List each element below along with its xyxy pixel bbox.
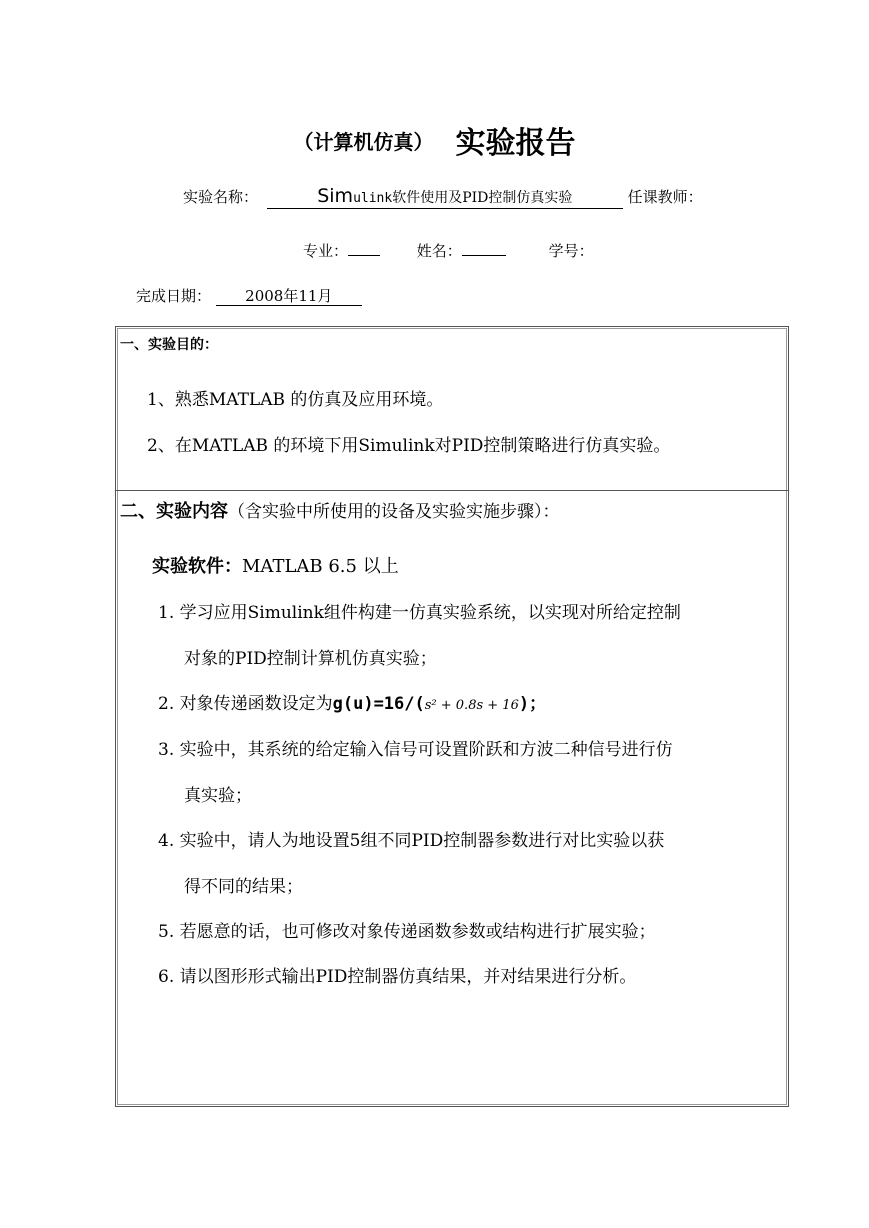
step-item-continued: 得不同的结果；	[184, 877, 303, 897]
step-item: 6. 请以图形形式输出PID控制器仿真结果，并对结果进行分析。	[158, 967, 637, 987]
section2-heading-note: （含实验中所使用的设备及实验实施步骤）：	[228, 502, 560, 522]
date-label: 完成日期：	[136, 287, 212, 305]
step-item: 3. 实验中，其系统的给定输入信号可设置阶跃和方波二种信号进行仿	[158, 740, 673, 760]
software-line	[152, 552, 399, 578]
major-blank	[348, 255, 380, 256]
objective-item: 1、熟悉MATLAB 的仿真及应用环境。	[147, 390, 444, 410]
transfer-function-poly: s² + 0.8s + 16	[424, 698, 519, 713]
date-row	[136, 285, 362, 306]
major-label: 专业：	[303, 242, 349, 260]
experiment-name-row	[183, 186, 703, 209]
student-name-label: 姓名：	[416, 242, 462, 260]
student-info-row	[303, 240, 594, 261]
student-name-blank	[462, 255, 506, 256]
transfer-function-tail: )；	[518, 694, 547, 714]
course-name: （计算机仿真）	[293, 129, 434, 154]
report-title	[0, 118, 869, 162]
section2-heading: 二、实验内容（含实验中所使用的设备及实验实施步骤）：	[120, 501, 560, 522]
transfer-function-head: g(u)=16/(	[332, 694, 425, 714]
software-label: 实验软件：	[152, 556, 242, 577]
step-item: 4. 实验中，请人为地设置5组不同PID控制器参数进行对比实验以获	[158, 831, 665, 851]
section-divider	[115, 490, 789, 491]
software-value: MATLAB 6.5 以上	[242, 556, 399, 577]
section1-heading: 一、实验目的：	[120, 337, 218, 353]
step-item-continued: 对象的PID控制计算机仿真实验；	[184, 649, 437, 669]
teacher-label: 任课教师：	[627, 188, 703, 206]
step-item-continued: 真实验；	[184, 786, 252, 806]
step-item: 1. 学习应用Simulink组件构建一仿真实验系统，以实现对所给定控制	[158, 603, 681, 623]
experiment-name-label: 实验名称：	[183, 188, 259, 206]
student-id-label: 学号：	[548, 242, 594, 260]
report-title-text: 实验报告	[455, 126, 576, 161]
step-item: 2. 对象传递函数设定为g(u)=16/(s² + 0.8s + 16)；	[158, 694, 547, 714]
objective-item: 2、在MATLAB 的环境下用Simulink对PID控制策略进行仿真实验。	[147, 436, 671, 456]
experiment-name-value: Simulink软件使用及PID控制仿真实验	[267, 187, 623, 209]
step-item: 5. 若愿意的话，也可修改对象传递函数参数或结构进行扩展实验；	[158, 922, 656, 942]
date-value: 2008年11月	[216, 287, 362, 306]
